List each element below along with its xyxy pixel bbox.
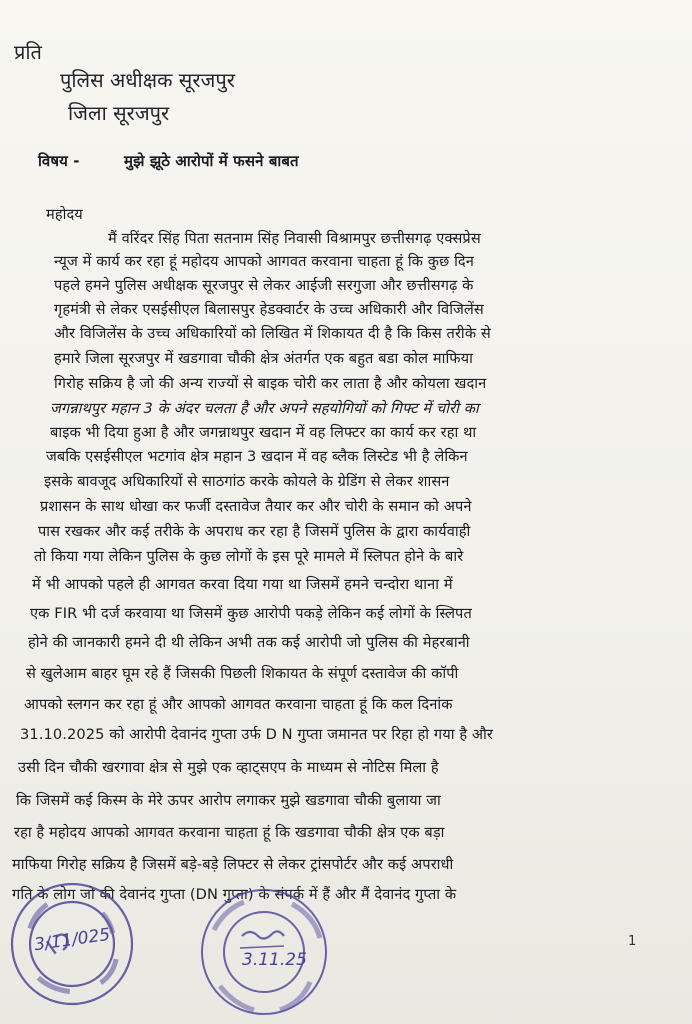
body-line: और विजिलेंस के उच्च अधिकारियों को लिखित में शिकायत दी है कि किस तरीके से: [54, 325, 491, 342]
right-office-stamp: [196, 884, 332, 1020]
body-line: में भी आपको पहले ही आगवत करवा दिया गया था जिसमें हमने चन्दोरा थाना में: [32, 576, 453, 593]
body-line: पहले हमने पुलिस अधीक्षक सूरजपुर से लेकर आईजी सरगुजा और छत्तीसगढ़ के: [54, 277, 474, 294]
body-line: गिरोह सक्रिय है जो की अन्य राज्यों से बाइक चोरी कर लाता है और कोयला खदान: [54, 375, 487, 392]
body-line: से खुलेआम बाहर घूम रहे हैं जिसकी पिछली शिकायत के संपूर्ण दस्तावेज की कॉपी: [26, 665, 459, 682]
body-line: माफिया गिरोह सक्रिय है जिसमें बड़े-बड़े लिफ्टर से लेकर ट्रांसपोर्टर और कई अपराधी: [12, 856, 454, 873]
salutation: महोदय: [46, 206, 83, 223]
subject-label: विषय -: [38, 152, 80, 170]
body-line: रहा है महोदय आपको आगवत करवाना चाहता हूं कि खडगावा चौकी क्षेत्र एक बड़ा: [14, 824, 445, 841]
body-line: तो किया गया लेकिन पुलिस के कुछ लोगों के इस पूरे मामले में स्लिपत होने के बारे: [34, 548, 464, 565]
body-line: कि जिसमें कई किस्म के मेरे ऊपर आरोप लगाकर मुझे खडगावा चौकी बुलाया जा: [16, 792, 441, 809]
body-line: गति के लोग जो की देवानंद गुप्ता (DN गुप्ता) के संपर्क में हैं और मैं देवानंद गुप्ता के: [12, 886, 457, 903]
body-line: 31.10.2025 को आरोपी देवानंद गुप्ता उर्फ D N गुप्ता जमानत पर रिहा हो गया है और: [20, 726, 494, 743]
body-line: न्यूज में कार्य कर रहा हूं महोदय आपको आगवत करवाना चाहता हूं कि कुछ दिन: [54, 253, 474, 270]
page-number: 1: [628, 934, 637, 949]
body-line: प्रशासन के साथ धोखा कर फर्जी दस्तावेज तैयार कर और चोरी के समान को अपने: [40, 498, 472, 515]
body-line: इसके बावजूद अधिकारियों से साठगांठ करके कोयले के ग्रेडिंग से लेकर शासन: [44, 473, 450, 490]
left-stamp-date: 3/11/025: [32, 924, 112, 956]
left-office-stamp: [8, 880, 136, 1008]
body-line: उसी दिन चौकी खरगावा क्षेत्र से मुझे एक व्हाट्सएप के माध्यम से नोटिस मिला है: [18, 759, 439, 776]
body-line: मैं वरिंदर सिंह पिता सतनाम सिंह निवासी विश्रामपुर छत्तीसगढ़ एक्सप्रेस: [108, 230, 481, 247]
body-line: होने की जानकारी हमने दी थी लेकिन अभी तक कई आरोपी जो पुलिस की मेहरबानी: [28, 634, 470, 651]
to-line: प्रति: [14, 40, 42, 64]
body-line: बाइक भी दिया हुआ है और जगन्नाथपुर खदान में वह लिफ्टर का कार्य कर रहा था: [50, 424, 477, 441]
recipient-line-1: पुलिस अधीक्षक सूरजपुर: [60, 68, 235, 92]
subject-text: मुझे झूठे आरोपों में फसने बाबत: [124, 152, 299, 170]
body-line: एक FIR भी दर्ज करवाया था जिसमें कुछ आरोपी पकड़े लेकिन कई लोगों के स्लिपत: [30, 605, 472, 622]
body-line: हमारे जिला सूरजपुर में खडगावा चौकी क्षेत्र अंतर्गत एक बहुत बडा कोल माफिया: [54, 350, 473, 367]
body-line: जगन्नाथपुर महान 3 के अंदर चलता है और अपने सहयोगियों को गिफ्ट में चोरी का: [50, 400, 479, 417]
recipient-line-2: जिला सूरजपुर: [68, 101, 170, 125]
body-line: गृहमंत्री से लेकर एसईसीएल बिलासपुर हेडक्वार्टर के उच्च अधिकारी और विजिलेंस: [54, 301, 484, 318]
body-line: आपको स्लगन कर रहा हूं और आपको आगवत करवाना चाहता हूं कि कल दिनांक: [24, 696, 453, 713]
right-stamp-date: 3.11.25: [242, 950, 307, 970]
body-line: जबकि एसईसीएल भटगांव क्षेत्र महान 3 खदान में वह ब्लैक लिस्टेड भी है लेकिन: [46, 448, 468, 465]
body-line: पास रखकर और कई तरीके के अपराध कर रहा है जिसमें पुलिस के द्वारा कार्यवाही: [38, 523, 471, 540]
